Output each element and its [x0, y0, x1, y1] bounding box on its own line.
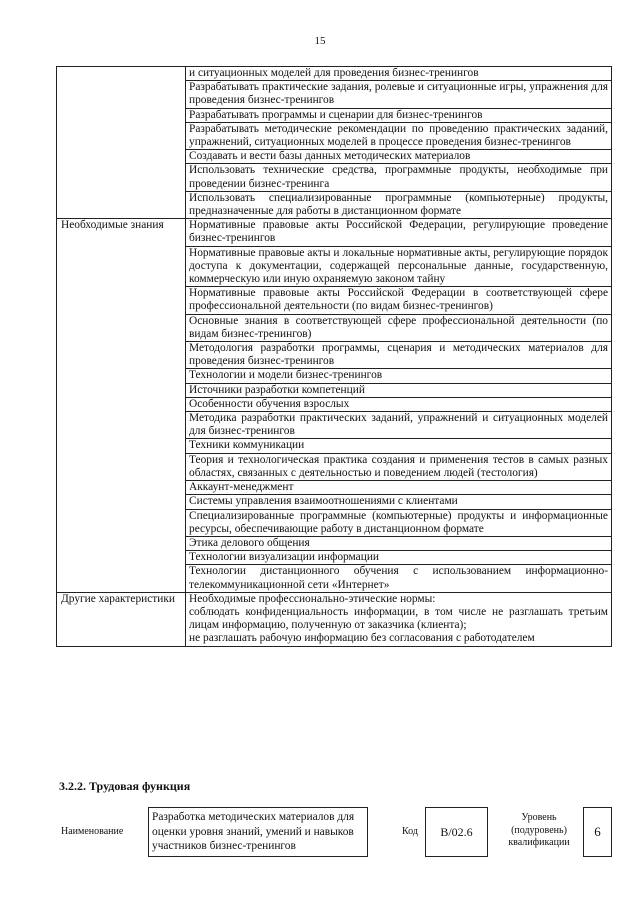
requirement-item: Технологии визуализации информации — [186, 551, 612, 565]
requirement-item: Методика разработки практических заданий, упражнений и ситуационных моделей для бизнес-тренингов — [186, 412, 612, 439]
requirement-item: Использовать специализированные программные (компьютерные) продукты, предназначенные для работы в дистанционном формате — [186, 191, 612, 218]
group-label: Другие характеристики — [57, 592, 186, 646]
requirements-table-body — [57, 67, 612, 647]
labor-function-header — [56, 806, 612, 858]
requirement-item: Техники коммуникации — [186, 439, 612, 453]
requirement-item: Необходимые профессионально-этические нормы: соблюдать конфиденциальность информации, в том числе не разглашать третьим лицам информацию, полученную от заказчика (клиента); не разглашать рабочую информацию без согласования с работодателем — [186, 592, 612, 646]
requirement-item: Нормативные правовые акты Российской Федерации в соответствующей сфере профессиональной деятельности (по видам бизнес-тренингов) — [186, 287, 612, 314]
table-row — [57, 67, 612, 81]
name-label: Наименование — [61, 826, 124, 837]
code-label: Код — [402, 826, 418, 837]
requirement-item: Методология разработки программы, сценария и методических материалов для проведения бизнес-тренингов — [186, 342, 612, 369]
requirement-item: Использовать технические средства, программные продукты, необходимые при проведении бизнес-тренинга — [186, 164, 612, 191]
page-number: 15 — [314, 35, 326, 47]
requirement-item: Разрабатывать методические рекомендации по проведению практических заданий, упражнений, ситуационных моделей в процессе проведения бизнес-тренингов — [186, 122, 612, 149]
requirement-item: Источники разработки компетенций — [186, 383, 612, 397]
group-label — [57, 67, 186, 219]
requirement-item: Системы управления взаимоотношениями с клиентами — [186, 495, 612, 509]
function-code-box: B/02.6 — [425, 807, 488, 857]
requirement-item: Основные знания в соответствующей сфере профессиональной деятельности (по видам бизнес-тренингов) — [186, 314, 612, 341]
qualification-level-box: 6 — [583, 807, 612, 857]
requirement-item: Этика делового общения — [186, 536, 612, 550]
requirement-item: Технологии и модели бизнес-тренингов — [186, 369, 612, 383]
requirements-table — [56, 66, 612, 647]
qualification-level-label: Уровень (подуровень) квалификации — [508, 812, 570, 848]
requirement-item: и ситуационных моделей для проведения бизнес-тренингов — [186, 67, 612, 81]
requirement-item: Технологии дистанционного обучения с использованием информационно-телекоммуникационной сети «Интернет» — [186, 565, 612, 592]
requirement-item: Специализированные программные (компьютерные) продукты и информационные ресурсы, обеспечивающие работу в дистанционном формате — [186, 509, 612, 536]
requirement-item: Нормативные правовые акты Российской Федерации, регулирующие проведение бизнес-тренингов — [186, 219, 612, 246]
table-row — [57, 219, 612, 246]
requirement-item: Теория и технологическая практика создания и применения тестов в самых разных областях, связанных с деятельностью и поведением людей (тестология) — [186, 453, 612, 480]
requirement-item: Разрабатывать программы и сценарии для бизнес-тренингов — [186, 108, 612, 122]
group-label: Необходимые знания — [57, 219, 186, 592]
function-name-box: Разработка методических материалов для оценки уровня знаний, умений и навыков участников бизнес-тренингов — [148, 807, 368, 857]
requirement-item: Разрабатывать практические задания, ролевые и ситуационные игры, упражнения для проведения бизнес-тренингов — [186, 81, 612, 108]
section-title: 3.2.2. Трудовая функция — [59, 779, 191, 793]
requirement-item: Особенности обучения взрослых — [186, 397, 612, 411]
table-row — [57, 592, 612, 646]
requirement-item: Создавать и вести базы данных методических материалов — [186, 150, 612, 164]
requirement-item: Аккаунт-менеджмент — [186, 481, 612, 495]
requirement-item: Нормативные правовые акты и локальные нормативные акты, регулирующие порядок доступа к документации, содержащей персональные данные, государственную, коммерческую или иную охраняемую законом тайну — [186, 246, 612, 287]
